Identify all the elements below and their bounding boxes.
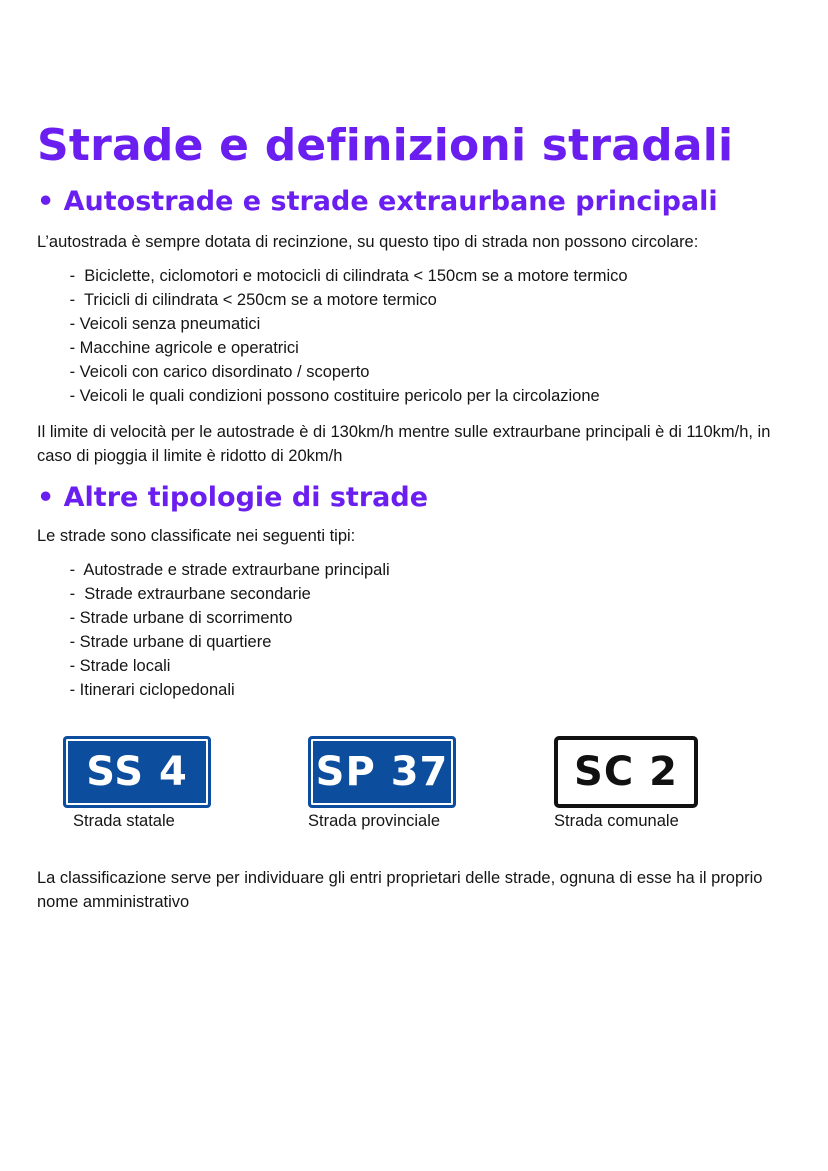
list-item: - Strade urbane di scorrimento xyxy=(65,609,293,627)
list-item: - Macchine agricole e operatrici xyxy=(65,339,299,357)
list-item: - Tricicli di cilindrata < 250cm se a motore termico xyxy=(65,291,437,309)
road-sign-sp-plate: SP 37 xyxy=(308,736,456,808)
sign-caption: Strada comunale xyxy=(554,812,679,830)
sign-caption: Strada statale xyxy=(73,812,175,830)
page-title: Strade e definizioni stradali xyxy=(37,120,734,171)
closing-paragraph: La classificazione serve per individuare gli entri proprietari delle strade, ognuna di esse ha il proprio nome amministrativo xyxy=(37,869,763,911)
list-item: - Strade locali xyxy=(65,657,171,675)
list-item: - Veicoli senza pneumatici xyxy=(65,315,261,333)
road-sign-ss-plate: SS 4 xyxy=(63,736,211,808)
road-types-intro-paragraph: Le strade sono classificate nei seguenti tipi: xyxy=(37,527,356,545)
sign-strada-provinciale xyxy=(308,736,456,832)
road-signs-row xyxy=(37,736,777,836)
list-item: - Strade extraurbane secondarie xyxy=(65,585,311,603)
section-heading-road-types: • Altre tipologie di strade xyxy=(37,482,429,513)
list-item: - Autostrade e strade extraurbane principali xyxy=(65,561,390,579)
sign-strada-comunale xyxy=(554,736,698,832)
sign-caption: Strada provinciale xyxy=(308,812,441,830)
sign-strada-statale xyxy=(63,736,211,832)
list-item: - Veicoli le quali condizioni possono costituire pericolo per la circolazione xyxy=(65,387,600,405)
list-item: - Veicoli con carico disordinato / scoperto xyxy=(65,363,370,381)
list-item: - Strade urbane di quartiere xyxy=(65,633,272,651)
speed-limit-paragraph: Il limite di velocità per le autostrade è di 130km/h mentre sulle extraurbane principali è di 110km/h, in caso di pioggia il limite è ridotto di 20km/h xyxy=(37,423,771,465)
highways-intro-paragraph: L’autostrada è sempre dotata di recinzione, su questo tipo di strada non possono circolare: xyxy=(37,233,699,251)
road-sign-sc-plate: SC 2 xyxy=(554,736,698,808)
prohibited-vehicles-list xyxy=(65,264,777,408)
list-item: - Itinerari ciclopedonali xyxy=(65,681,235,699)
section-heading-highways: • Autostrade e strade extraurbane principali xyxy=(37,186,718,217)
road-types-list xyxy=(65,558,777,702)
document-page xyxy=(37,118,777,914)
list-item: - Biciclette, ciclomotori e motocicli di cilindrata < 150cm se a motore termico xyxy=(65,267,628,285)
